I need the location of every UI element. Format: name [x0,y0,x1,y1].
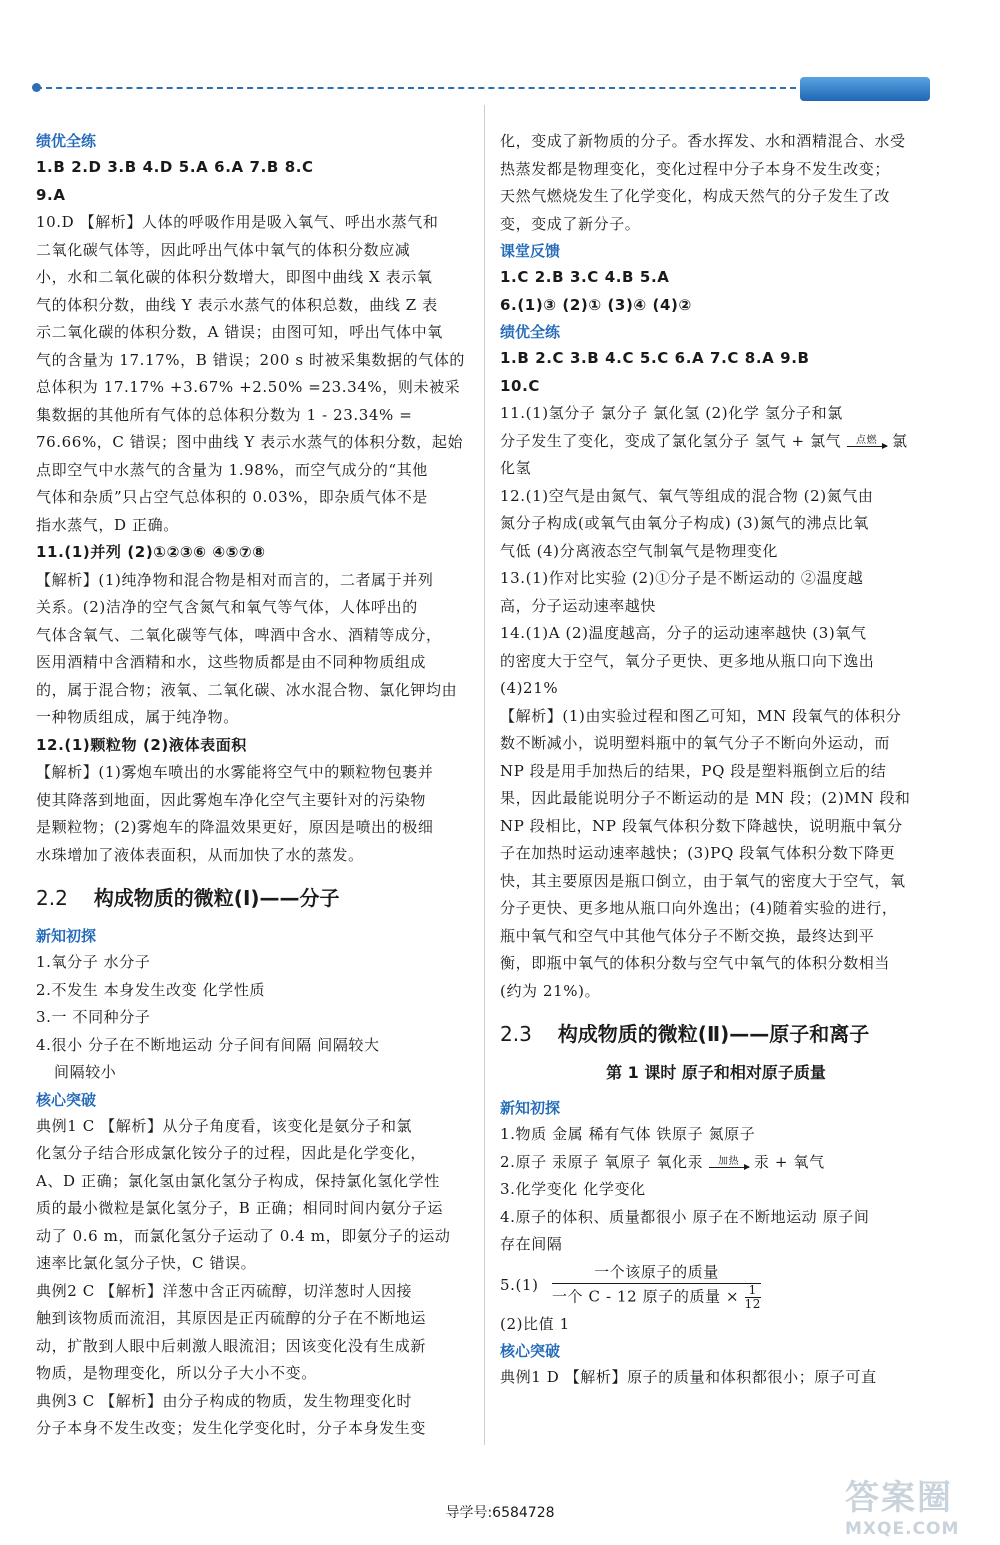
equation-text: 2.原子 汞原子 氧原子 氧化汞 [500,1152,704,1171]
formula-numerator: 一个该原子的质量 [552,1261,761,1284]
answer-line: 1.B 2.C 3.B 4.C 5.C 6.A 7.C 8.A 9.B [500,349,810,367]
answer-line: 2.不发生 本身发生改变 化学性质 [36,980,266,999]
watermark-logo-text: 答案圈 [845,1478,953,1518]
answer-line: 天然气燃烧发生了化学变化，构成天然气的分子发生了改 [500,187,891,205]
header-badge [800,77,930,101]
answer-line: 变，变成了新分子。 [500,214,641,233]
answer-line: 衡，即瓶中氧气的体积分数与空气中氧气的体积分数相当 [500,954,891,972]
answer-line: 的密度大于空气，氧分子更快、更多地从瓶口向下逸出 [500,651,875,670]
answer-line: 6.(1)③ (2)① (3)④ (4)② [500,295,692,314]
answer-line: 子在加热时运动速率越快；(3)PQ 段氧气体积分数下降更 [500,844,896,862]
answer-line: 1.C 2.B 3.C 4.B 5.A [500,268,670,286]
answer-line: 一种物质组成，属于纯净物。 [36,708,239,726]
section-heading-hexin: 核心突破 [36,1090,97,1109]
answer-line: 3.化学变化 化学变化 [500,1180,646,1198]
answer-line: 化，变成了新物质的分子。香水挥发、水和酒精混合、水受 [500,132,906,150]
answer-line: 典例1 C 【解析】从分子角度看，该变化是氨分子和氯 [36,1116,413,1135]
lesson-title: 第 1 课时 原子和相对原子质量 [606,1063,826,1082]
section-heading-xinzhi: 新知初探 [500,1099,561,1117]
answer-line: 分子更快、更多地从瓶口向外逸出；(4)随着实验的进行， [500,899,898,917]
answer-line: 热蒸发都是物理变化，变化过程中分子本身不发生改变； [500,159,891,178]
section-title-text: 构成物质的微粒(Ⅰ)——分子 [93,886,340,910]
answer-line: 指水蒸气，D 正确。 [36,515,179,534]
answer-line: 10.C [500,376,540,395]
watermark-logo [845,1470,995,1542]
answer-line: 3.一 不同种分子 [36,1008,151,1026]
answer-line: NP 段是用手加热后的结果，PQ 段是塑料瓶倒立后的结 [500,761,887,780]
answer-line: 12.(1)颗粒物 (2)液体表面积 [36,735,247,754]
answer-line: 小，水和二氧化碳的体积分数增大，即图中曲线 X 表示氧 [36,268,433,286]
equation-product: 氯 [892,431,908,450]
answer-line: 氮分子构成(或氧气由氧分子构成) (3)氮气的沸点比氧 [500,514,869,532]
answer-line: 4.很小 分子在不断地运动 分子间有间隔 间隔较大 [36,1035,380,1054]
reaction-condition: 点燃 [856,435,878,446]
answer-line: 水珠增加了液体表面积，从而加快了水的蒸发。 [36,845,364,864]
answer-line: 瓶中氧气和空气中其他气体分子不断交换，最终达到平 [500,926,875,945]
answer-line: 集数据的其他所有气体的总体积分数为 1 - 23.34% = [36,405,413,424]
answer-line: (约为 21%)。 [500,981,601,1000]
answer-line: 11.(1)并列 (2)①②③⑥ ④⑤⑦⑧ [36,543,266,561]
formula-line [500,1259,932,1311]
equation-line [500,428,932,456]
answer-line: NP 段相比，NP 段氧气体积分数下降越快，说明瓶中氧分 [500,816,903,835]
answer-line: 【解析】(1)由实验过程和图乙可知，MN 段氧气的体积分 [500,706,902,725]
answer-line: 典例3 C 【解析】由分子构成的物质，发生物理变化时 [36,1391,413,1410]
section-heading-jiyou: 绩优全练 [36,132,97,150]
denominator-text: 一个 C - 12 原子的质量 × [551,1287,740,1305]
answer-line: 存在间隔 [500,1235,563,1253]
answer-line: A、D 正确；氯化氢由氯化氢分子构成，保持氯化氢化学性 [36,1171,440,1190]
answer-line: 1.氧分子 水分子 [36,953,151,971]
relative-atomic-mass-formula [552,1261,761,1311]
one-twelfth-fraction [745,1284,761,1311]
reaction-arrow-icon [709,1157,749,1168]
section-title-2-2 [36,883,466,913]
answer-line: 化氢 [500,459,532,477]
answer-line: 触到该物质而流泪，其原因是正丙硫醇的分子在不断地运 [36,1309,427,1327]
answer-line: 点即空气中水蒸气的含量为 1.98%，而空气成分的“其他 [36,460,428,479]
answer-line: 动，扩散到人眼中后刺激人眼流泪；因该变化没有生成新 [36,1336,427,1355]
answer-line: (2)比值 1 [500,1314,570,1333]
section-heading-xinzhi: 新知初探 [36,927,97,945]
answer-line: 速率比氯化氢分子快，C 错误。 [36,1254,257,1272]
section-heading-ketang: 课堂反馈 [500,242,561,260]
section-title-text: 构成物质的微粒(Ⅱ)——原子和离子 [557,1022,870,1046]
fraction-bottom: 12 [744,1296,762,1311]
answer-line: 的，属于混合物；液氧、二氧化碳、冰水混合物、氯化钾均由 [36,680,458,699]
answer-line: 典例1 D 【解析】原子的质量和体积都很小；原子可直 [500,1368,877,1386]
answer-line: 物质，是物理变化，所以分子大小不变。 [36,1364,317,1382]
answer-line: 二氧化碳气体等，因此呼出气体中氧气的体积分数应减 [36,240,411,259]
answer-line: 化氢分子结合形成氯化铵分子的过程，因此是化学变化， [36,1144,427,1162]
equation-line [500,1149,932,1177]
answer-line: 典例2 C 【解析】洋葱中含正丙硫醇，切洋葱时人因接 [36,1281,413,1300]
formula-denominator [552,1284,761,1311]
equation-product: 汞 + 氧气 [753,1152,825,1171]
reaction-condition: 加热 [717,1156,740,1167]
answer-line: 关系。(2)洁净的空气含氮气和氧气等气体，人体呼出的 [36,598,418,616]
answer-line: 使其降落到地面，因此雾炮车净化空气主要针对的污染物 [36,790,427,809]
answer-line: (4)21% [500,679,559,697]
answer-line: 是颗粒物；(2)雾炮车的降温效果更好，原因是喷出的极细 [36,818,434,836]
answer-line: 【解析】(1)雾炮车喷出的水雾能将空气中的颗粒物包裹并 [36,763,434,781]
section-heading-jiyou: 绩优全练 [500,323,561,341]
answer-line: 1.物质 金属 稀有气体 铁原子 氮原子 [500,1125,756,1143]
right-column [500,128,932,1392]
section-number: 2.2 [36,886,68,910]
answer-line: 10.D 【解析】人体的呼吸作用是吸入氧气、呼出水蒸气和 [36,213,439,231]
answer-line: 9.A [36,185,66,204]
section-heading-hexin: 核心突破 [500,1342,561,1360]
answer-line: 快，其主要原因是瓶口倒立，由于氧气的密度大于空气，氧 [500,871,906,890]
reaction-arrow-icon [847,436,887,447]
answer-line: 高，分子运动速率越快 [500,596,657,615]
answer-line: 医用酒精中含酒精和水，这些物质都是由不同种物质组成 [36,653,427,671]
header-dashed-line [36,87,796,89]
answer-line: 果，因此最能说明分子不断运动的是 MN 段；(2)MN 段和 [500,789,911,807]
answer-line: 76.66%，C 错误；图中曲线 Y 表示水蒸气的体积分数，起始 [36,433,464,451]
answer-line: 11.(1)氢分子 氯分子 氯化氢 (2)化学 氢分子和氯 [500,404,843,422]
answer-line: 12.(1)空气是由氮气、氧气等组成的混合物 (2)氮气由 [500,486,874,505]
answer-line: 13.(1)作对比实验 (2)①分子是不断运动的 ②温度越 [500,569,864,587]
formula-label: 5.(1) [500,1275,539,1294]
answer-line: 14.(1)A (2)温度越高，分子的运动速率越快 (3)氧气 [500,624,867,642]
section-number: 2.3 [500,1022,532,1046]
answer-line: 气体含氧气、二氧化碳等气体，啤酒中含水、酒精等成分， [36,625,442,644]
left-column [36,128,466,1443]
answer-line: 数不断减小，说明塑料瓶中的氧气分子不断向外运动，而 [500,734,891,752]
answer-line: 气低 (4)分离液态空气制氧气是物理变化 [500,541,779,560]
answer-line: 质的最小微粒是氯化氢分子，B 正确；相同时间内氨分子运 [36,1199,443,1217]
answer-line: 1.B 2.D 3.B 4.D 5.A 6.A 7.B 8.C [36,158,314,176]
answer-line: 总体积为 17.17% +3.67% +2.50% =23.34%，则未被采 [36,378,461,396]
answer-line: 示二氧化碳的体积分数，A 错误；由图可知，呼出气体中氧 [36,323,443,341]
answer-line: 气的体积分数，曲线 Y 表示水蒸气的体积总数，曲线 Z 表 [36,295,438,314]
answer-line: 【解析】(1)纯净物和混合物是相对而言的，二者属于并列 [36,570,434,589]
equation-text: 分子发生了变化，变成了氯化氢分子 氢气 + 氯气 [500,431,842,450]
answer-line: 分子本身不发生改变；发生化学变化时，分子本身发生变 [36,1419,427,1437]
column-divider [484,105,485,1445]
answer-line: 4.原子的体积、质量都很小 原子在不断地运动 原子间 [500,1207,870,1226]
answer-line: 间隔较小 [54,1063,117,1081]
answer-line: 气的含量为 17.17%，B 错误；200 s 时被采集数据的气体的 [36,350,466,369]
watermark-url: MXQE.COM [845,1519,960,1539]
section-title-2-3 [500,1019,932,1049]
answer-line: 气体和杂质”只占空气总体积的 0.03%，即杂质气体不是 [36,488,428,506]
fraction-top: 1 [745,1284,761,1298]
footer-guide-number: 导学号:6584728 [445,1505,555,1521]
answer-line: 动了 0.6 m，而氯化氢分子运动了 0.4 m，即氨分子的运动 [36,1226,451,1245]
